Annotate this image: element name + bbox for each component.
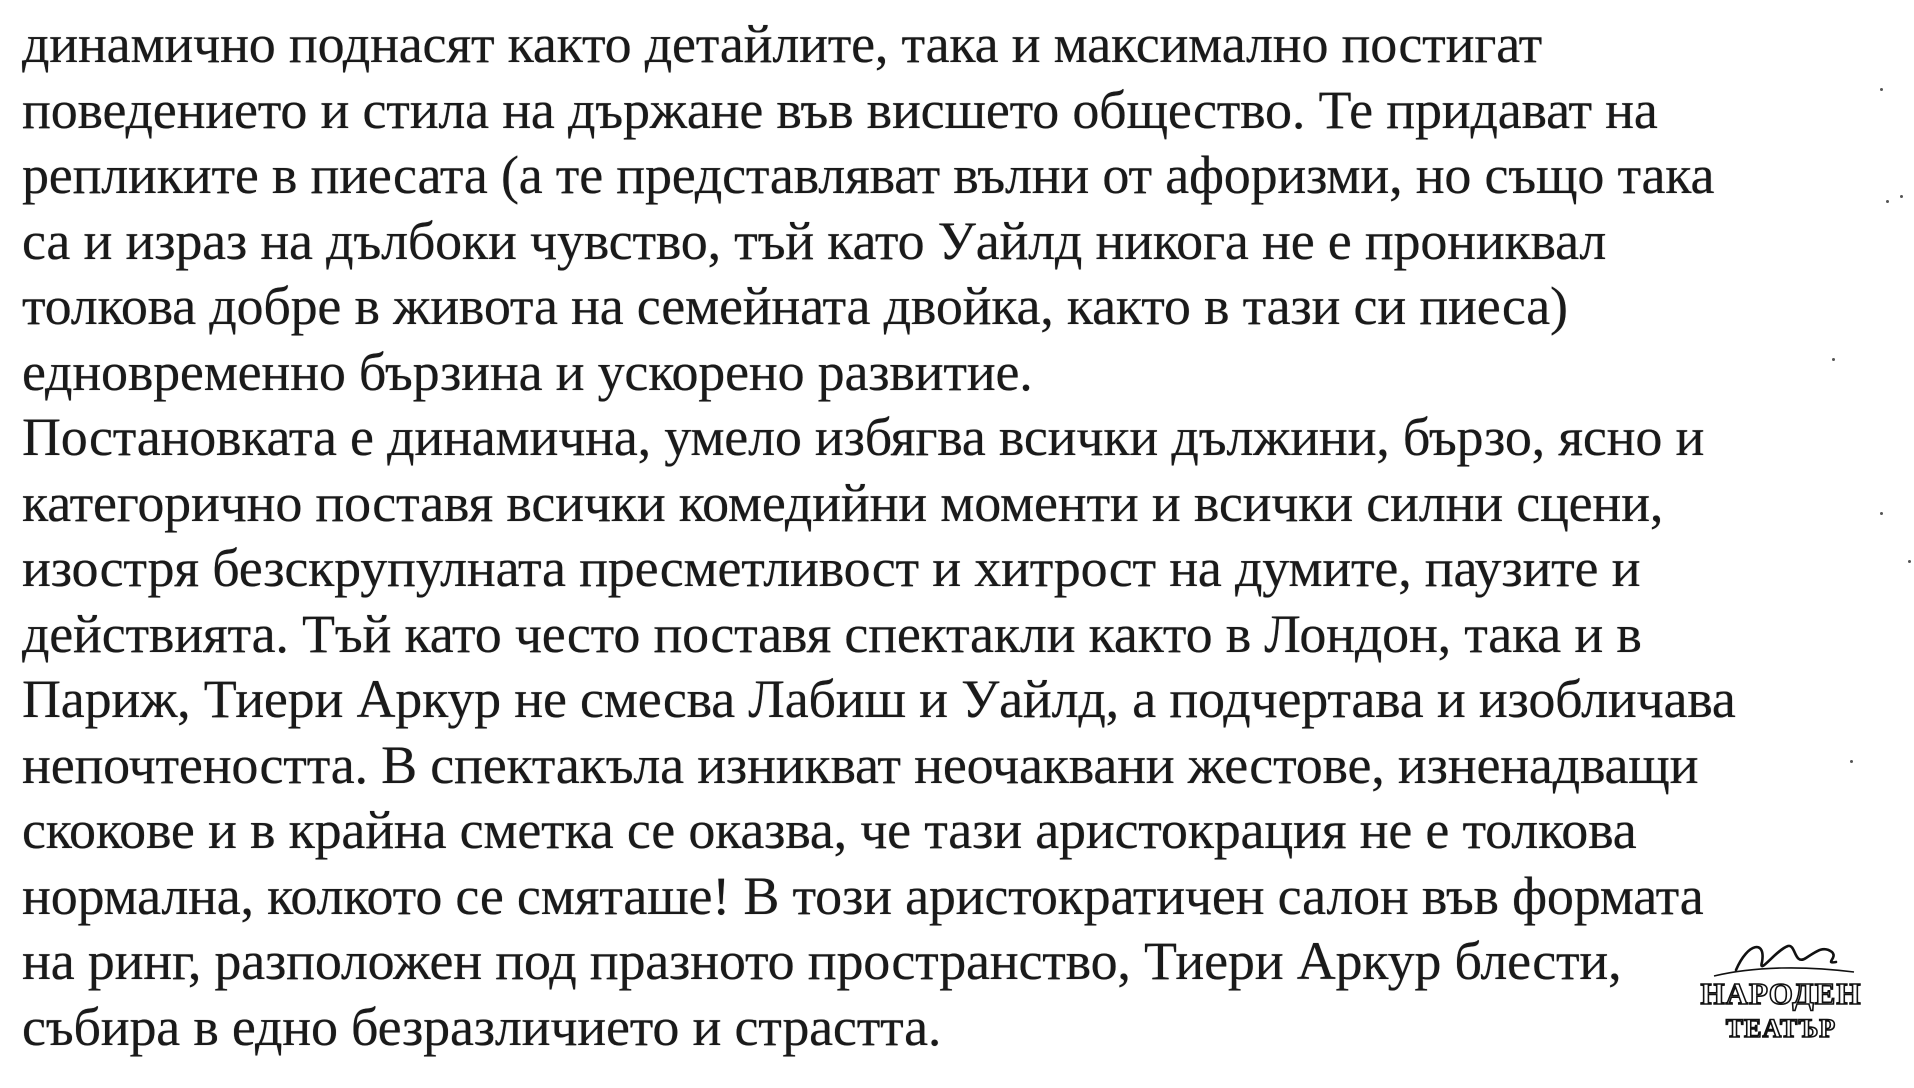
text-line: Париж, Тиери Аркур не смесва Лабиш и Уайлд, а подчертава и изобличава xyxy=(22,669,1736,729)
text-line: нормална, колкото се смяташе! В този аристократичен салон във формата xyxy=(22,865,1704,926)
theatre-stamp-logo xyxy=(1696,936,1866,1054)
text-line: едновременно бързина и ускорено развитие. xyxy=(22,341,1033,402)
text-line: са и израз на дълбоки чувство, тъй като Уайлд никога не е прониквал xyxy=(22,210,1607,271)
text-line: на ринг, разположен под празното пространство, Тиери Аркур блести, xyxy=(22,931,1622,991)
text-line: поведението и стила на държане във висшето общество. Те придават на xyxy=(22,79,1658,140)
document-body xyxy=(22,12,1892,1060)
text-line: действията. Тъй като често поставя спектакли както в Лондон, така и в xyxy=(22,603,1642,664)
text-line: изостря безскрупулната пресметливост и хитрост на думите, паузите и xyxy=(22,538,1641,598)
text-line: непочтеността. В спектакъла изникват неочаквани жестове, изненадващи xyxy=(22,734,1699,795)
text-line: категорично поставя всички комедийни моменти и всички силни сцени, xyxy=(22,472,1664,533)
text-line: скокове и в крайна сметка се оказва, че тази аристокрация не е толкова xyxy=(22,800,1637,860)
text-line: динамично поднасят както детайлите, така и максимално постигат xyxy=(22,14,1542,74)
stamp-line-2: ТЕАТЪР xyxy=(1725,1014,1837,1043)
text-line: събира в едно безразличието и страстта. xyxy=(22,996,942,1057)
text-line: толкова добре в живота на семейната двойка, както в тази си пиеса) xyxy=(22,276,1568,336)
text-line: Постановката е динамична, умело избягва всички дължини, бързо, ясно и xyxy=(22,407,1705,467)
text-line: репликите в пиесата (а те представляват вълни от афоризми, но също така xyxy=(22,145,1715,205)
stamp-line-1: НАРОДЕН xyxy=(1700,976,1862,1011)
